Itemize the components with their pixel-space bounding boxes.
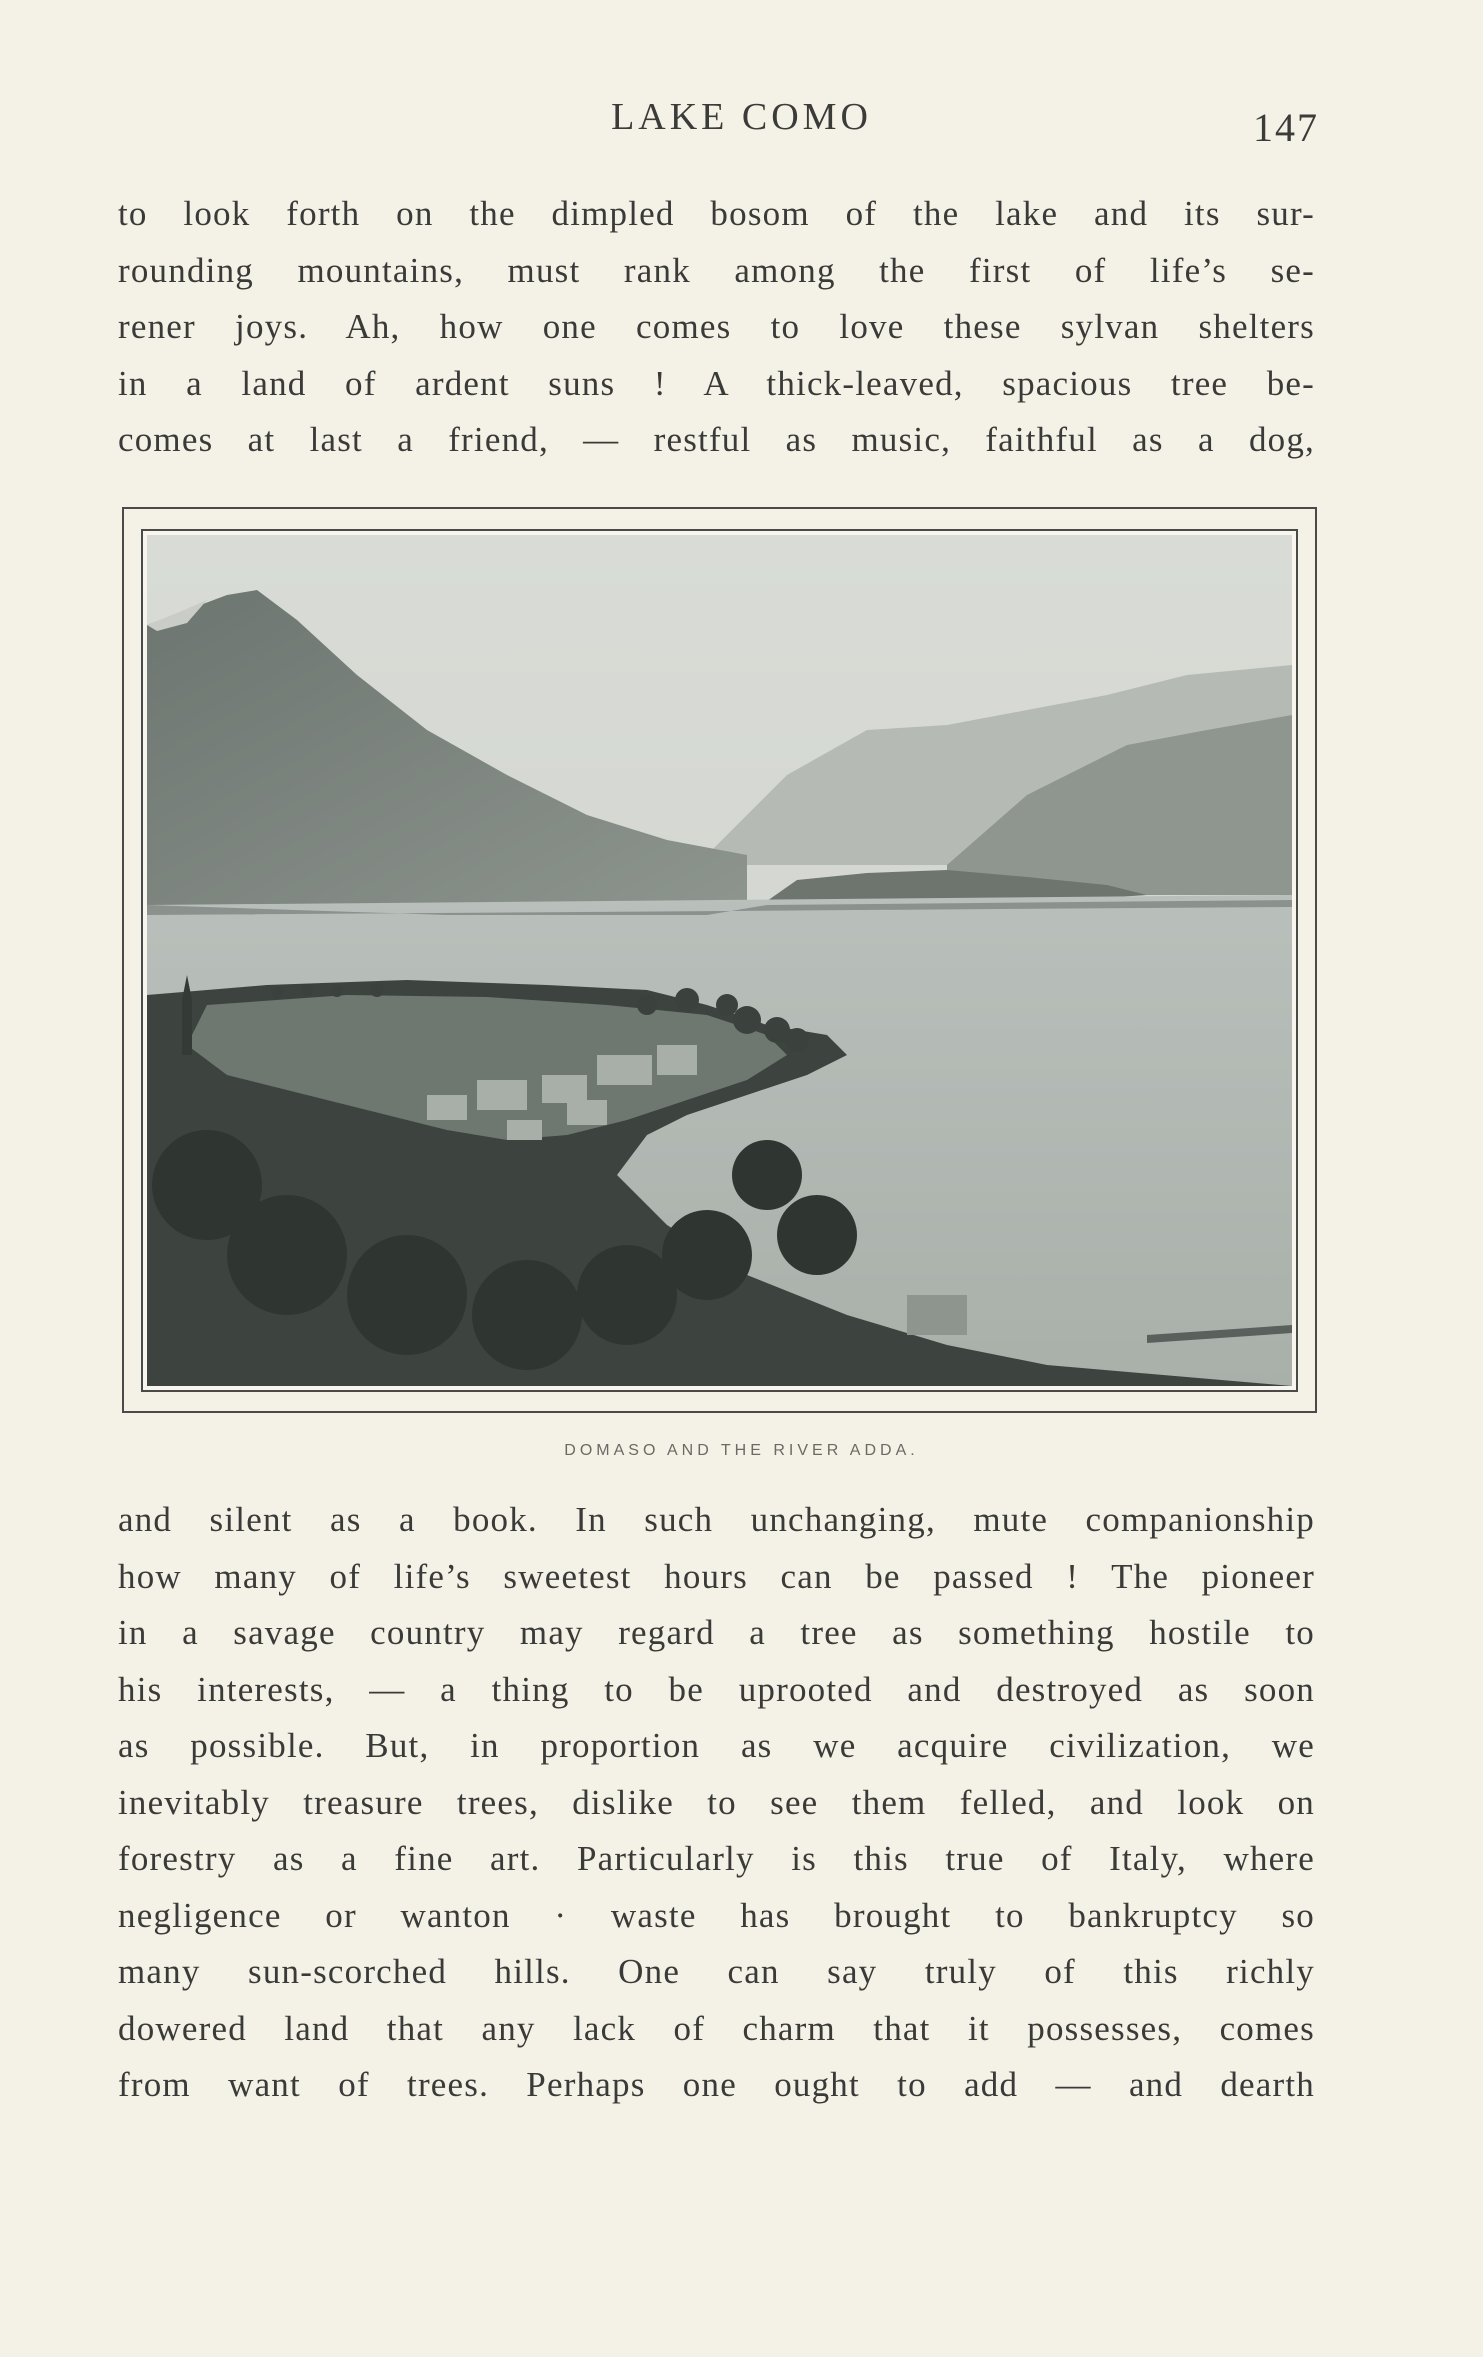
text-line: to look forth on the dimpled bosom of the lake and its sur- [118,194,1315,233]
lakeside-house [907,1295,967,1335]
text-line: in a land of ardent suns ! A thick-leaved, spacious tree be- [118,363,1315,403]
text-line: as possible. But, in proportion as we acquire civilization, we [118,1726,1315,1765]
text-line: and silent as a book. In such unchanging, mute companionship [118,1500,1315,1539]
text-line: his interests, — a thing to be uprooted and destroyed as soon [118,1669,1315,1709]
text-line: forestry as a fine art. Particularly is this true of Italy, where [118,1839,1315,1878]
text-line: inevitably treasure trees, dislike to see them felled, and look on [118,1782,1315,1822]
text-line: from want of trees. Perhaps one ought to add — and dearth [118,2065,1315,2104]
landscape-illustration [147,535,1292,1386]
text-line: negligence or wanton · waste has brought to bankruptcy so [118,1895,1315,1935]
paragraph-top [118,186,1315,469]
text-line: rener joys. Ah, how one comes to love these sylvan shelters [118,307,1315,346]
text-line: rounding mountains, must rank among the first of life’s se- [118,250,1315,290]
text-line: in a savage country may regard a tree as something hostile to [118,1613,1315,1652]
text-line: many sun-scorched hills. One can say truly of this richly [118,1952,1315,1991]
page-number: 147 [1253,105,1319,150]
paragraph-bottom [118,1492,1315,2114]
text-line: dowered land that any lack of charm that it possesses, comes [118,2008,1315,2048]
lake-photograph [147,535,1292,1386]
text-line: comes at last a friend, — restful as music, faithful as a dog, [118,420,1315,459]
figure-caption: DOMASO AND THE RIVER ADDA. [564,1442,919,1459]
running-title: LAKE COMO [611,96,872,138]
text-line: how many of life’s sweetest hours can be passed ! The pioneer [118,1556,1315,1596]
